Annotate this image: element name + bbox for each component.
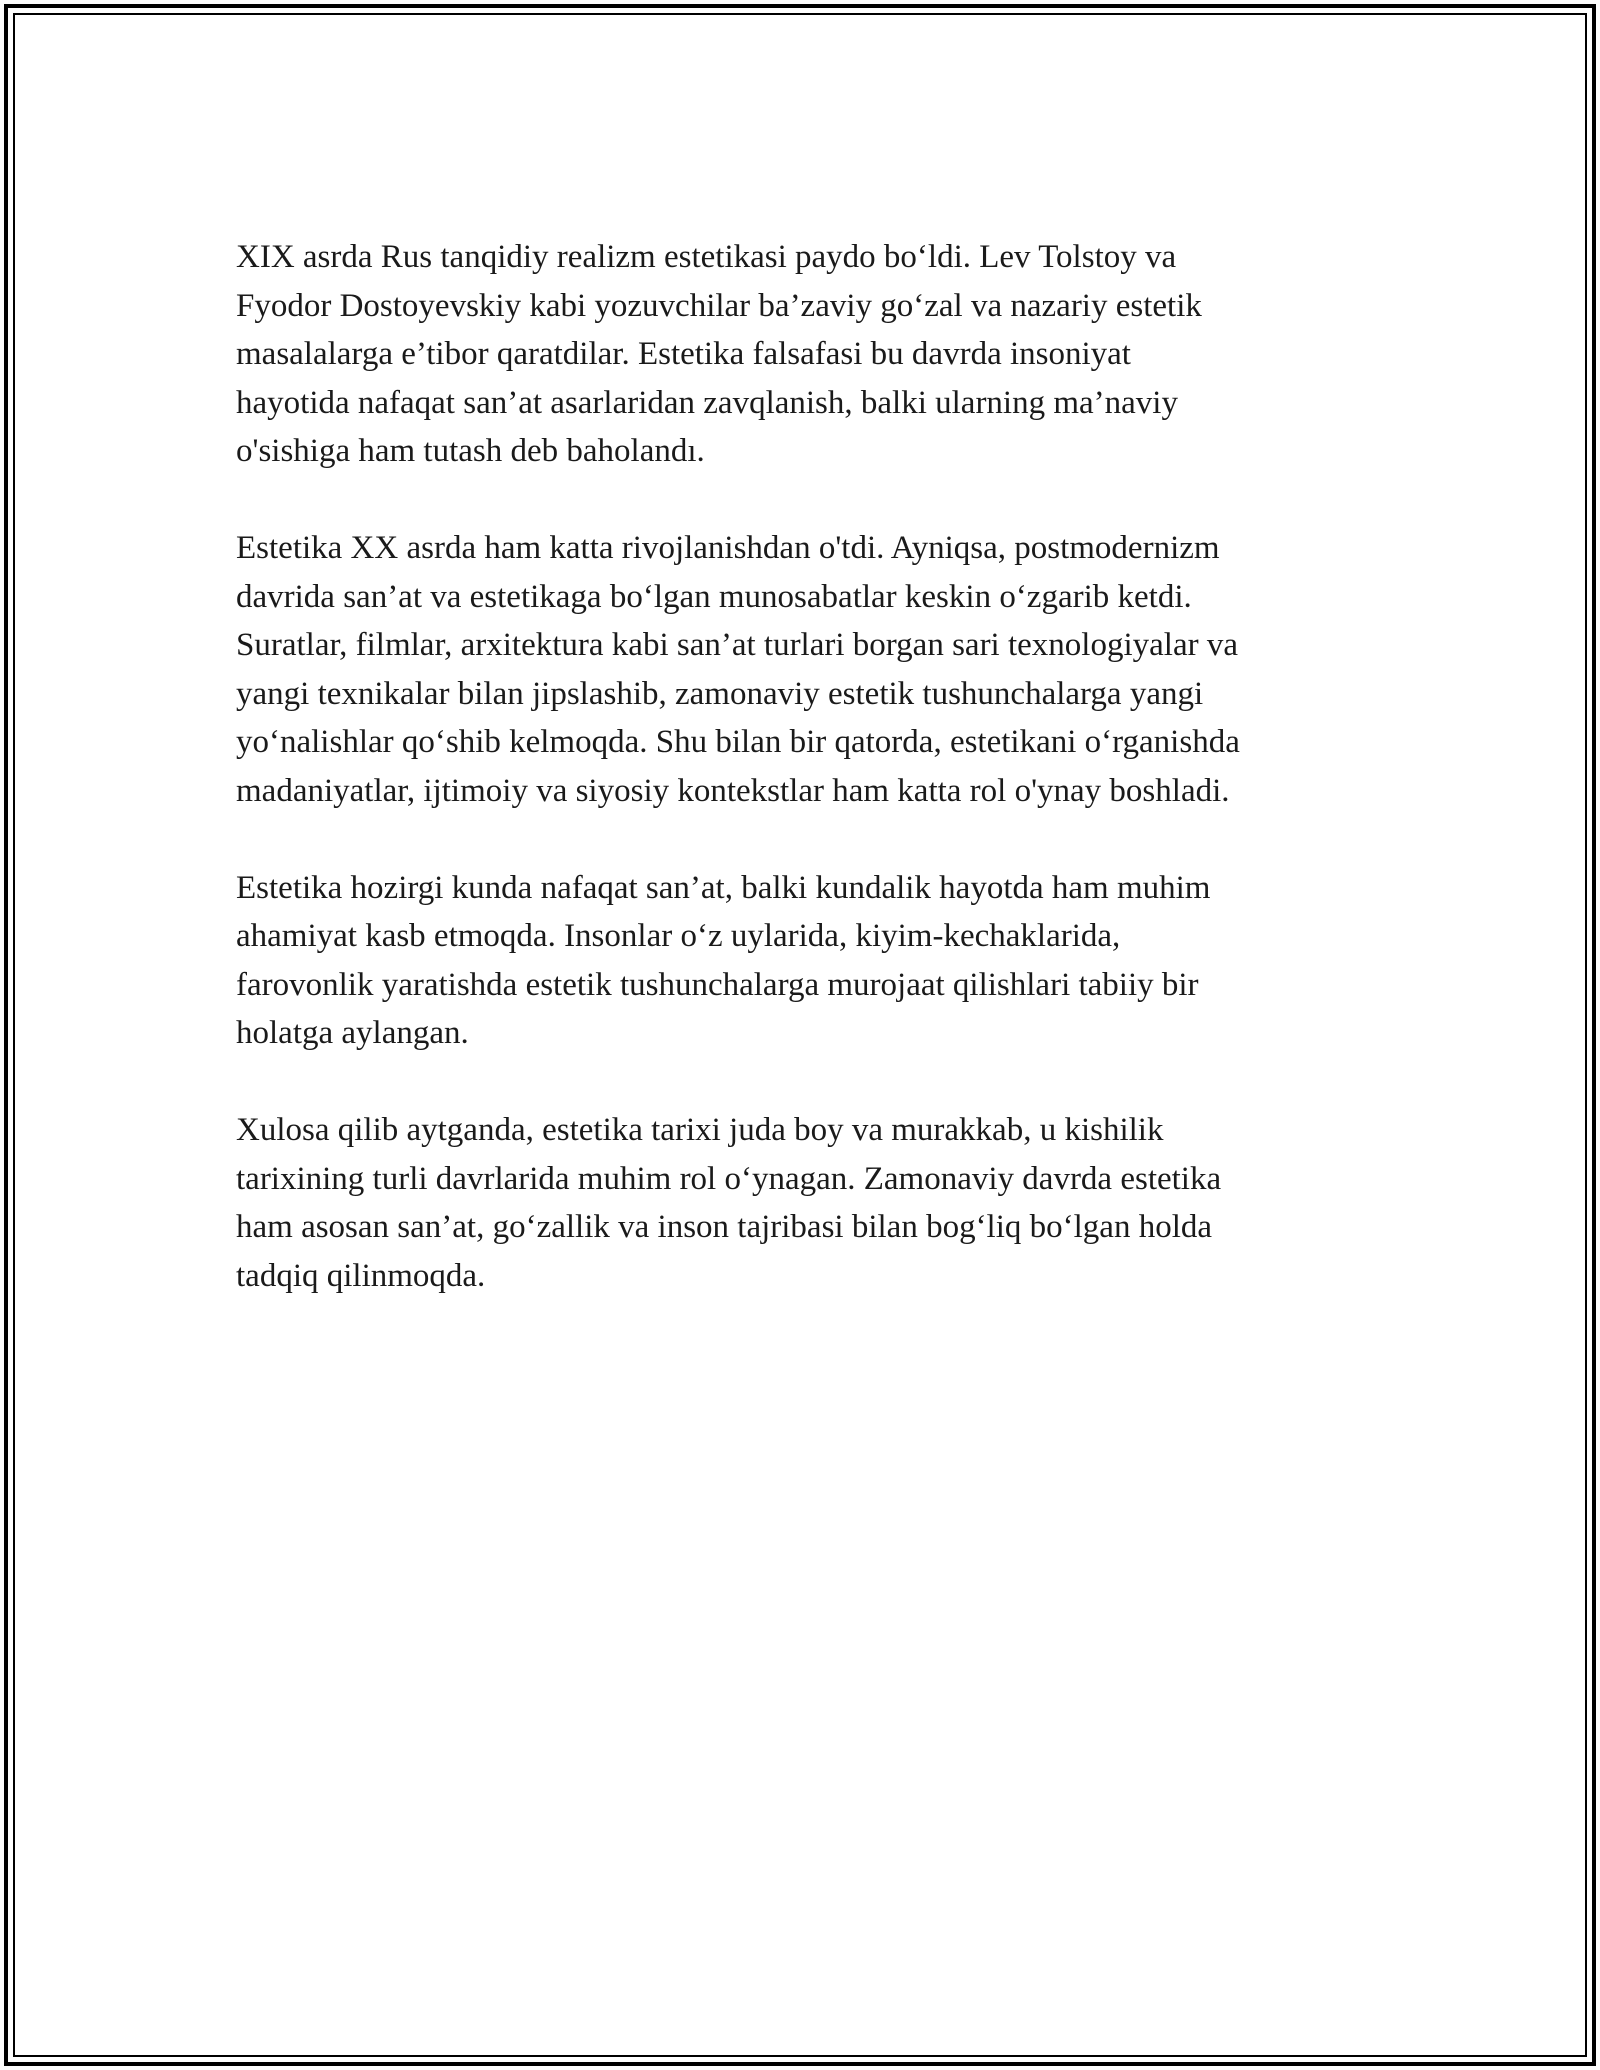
- paragraph-line: masalalarga e’tibor qaratdilar. Estetika falsafasi bu davrda insoniyat: [236, 336, 1131, 372]
- paragraph-line: Estetika hozirgi kunda nafaqat san’at, balki kundalik hayotda ham muhim: [236, 869, 1211, 906]
- paragraph-line: yangi texnikalar bilan jipslashib, zamonaviy estetik tushunchalarga yangi: [236, 675, 1204, 712]
- paragraph-line: Xulosa qilib aytganda, estetika tarixi juda boy va murakkab, u kishilik: [236, 1112, 1164, 1148]
- paragraph-line: Estetika XX asrda ham katta rivojlanishdan o'tdi. Ayniqsa, postmodernizm: [236, 530, 1220, 566]
- paragraph-line: tarixining turli davrlarida muhim rol o‘ynagan. Zamonaviy davrda estetika: [236, 1160, 1222, 1197]
- paragraph-line: Suratlar, filmlar, arxitektura kabi san’at turlari borgan sari texnologiyalar va: [236, 627, 1238, 663]
- paragraph-line: hayotida nafaqat san’at asarlaridan zavqlanish, balki ularning ma’naviy: [236, 384, 1178, 421]
- paragraph-line: holatga aylangan.: [236, 1015, 469, 1051]
- paragraph-line: ham asosan san’at, go‘zallik va inson tajribasi bilan bog‘liq bo‘lgan holda: [236, 1209, 1213, 1245]
- paragraph-2: [236, 524, 1366, 815]
- paragraph-line: davrida san’at va estetikaga bo‘lgan munosabatlar keskin o‘zgarib ketdi.: [236, 578, 1192, 615]
- paragraph-line: tadqiq qilinmoqda.: [236, 1257, 486, 1294]
- paragraph-line: Fyodor Dostoyevskiy kabi yozuvchilar ba’zaviy go‘zal va nazariy estetik: [236, 287, 1202, 324]
- paragraph-line: ahamiyat kasb etmoqda. Insonlar o‘z uylarida, kiyim-kechaklarida,: [236, 918, 1121, 954]
- paragraph-line: XIX asrda Rus tanqidiy realizm estetikasi paydo bo‘ldi. Lev Tolstoy va: [236, 239, 1177, 275]
- document-body: [236, 233, 1366, 1349]
- paragraph-1: [236, 233, 1366, 476]
- paragraph-line: yo‘nalishlar qo‘shib kelmoqda. Shu bilan bir qatorda, estetikani o‘rganishda: [236, 724, 1240, 760]
- paragraph-line: o'sishiga ham tutash deb baholandı.: [236, 433, 705, 469]
- paragraph-3: [236, 864, 1366, 1058]
- paragraph-line: farovonlik yaratishda estetik tushunchalarga murojaat qilishlari tabiiy bir: [236, 966, 1199, 1003]
- paragraph-line: madaniyatlar, ijtimoiy va siyosiy kontekstlar ham katta rol o'ynay boshladi.: [236, 772, 1230, 809]
- paragraph-4: [236, 1106, 1366, 1300]
